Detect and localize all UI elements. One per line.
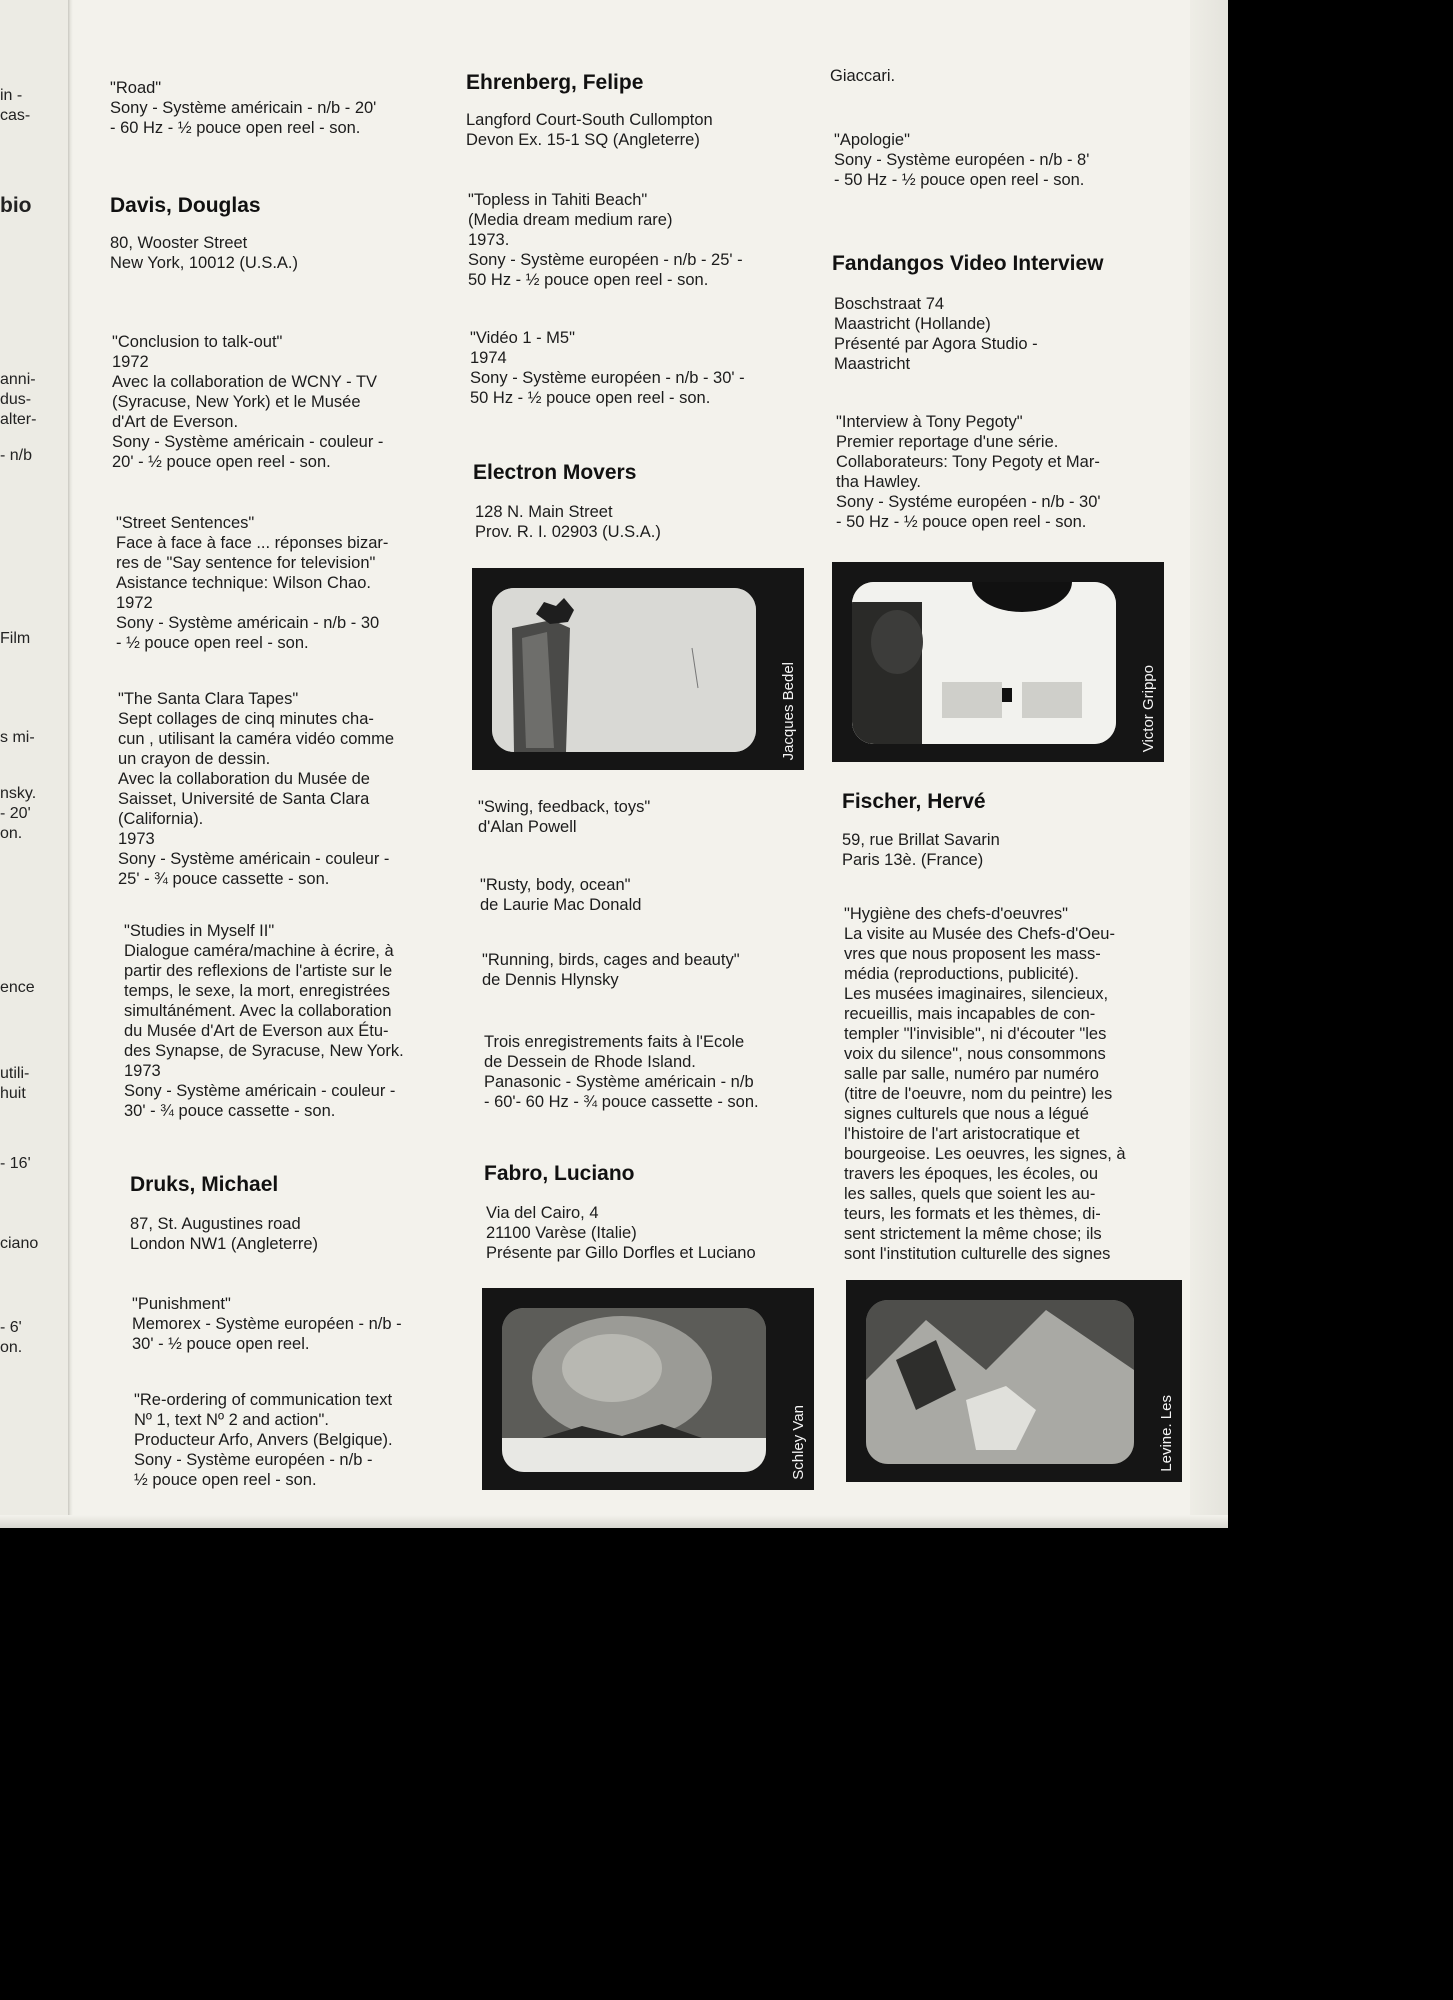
address-fischer: 59, rue Brillat Savarin Paris 13è. (France) <box>842 831 1000 869</box>
fragment-text: - n/b <box>0 447 33 464</box>
photo-jacques-bedel <box>472 568 804 770</box>
fragment-text: anni- <box>0 371 36 388</box>
face-image <box>502 1308 766 1472</box>
photo-credit-les-levine: Levine. Les <box>1158 1395 1175 1472</box>
fragment-text: dus- <box>0 391 32 408</box>
entry-apologie: "Apologie" Sony - Système européen - n/b - 8' - 50 Hz - ½ pouce open reel - son. <box>834 131 1090 189</box>
artist-title-fischer: Fischer, Hervé <box>842 790 986 813</box>
portrait-image <box>852 582 1116 744</box>
photo-les-levine <box>846 1280 1182 1482</box>
artist-title-davis: Davis, Douglas <box>110 194 261 217</box>
page-bottom-edge <box>0 1515 1228 1528</box>
address-druks: 87, St. Augustines road London NW1 (Angleterre) <box>130 1215 319 1253</box>
photo-credit-bedel: Jacques Bedel <box>780 661 797 760</box>
fragment-text: utili- <box>0 1065 30 1082</box>
entry-studies-in-myself: "Studies in Myself II" Dialogue caméra/machine à écrire, à partir des reflexions de l'artiste sur le temps, le sexe, la mort, enregistrées simultánément. Avec la collaboration du Musée d'Art de Everson aux Étu- des Synapse, de Syracuse, New York. 1973 Sony - Système américain - couleur - 30' - ¾ pouce cassette - son. <box>124 922 404 1120</box>
entry-road: "Road" Sony - Système américain - n/b - 20' - 60 Hz - ½ pouce open reel - son. <box>110 79 377 137</box>
entry-interview-tony-pegoty: "Interview à Tony Pegoty" Premier reportage d'une série. Collaborateurs: Tony Pegoty et Mar- tha Hawley. Sony - Systéme européen - n/b - 30' - 50 Hz - ½ pouce open reel - son. <box>836 413 1101 531</box>
fragment-text: huit <box>0 1085 26 1102</box>
fragment-text: - 16' <box>0 1155 31 1172</box>
fragment-text: alter- <box>0 411 37 428</box>
fragment-text: cas- <box>0 107 31 124</box>
fragment-text: - 6' <box>0 1319 22 1336</box>
fragment-text: s mi- <box>0 729 35 746</box>
photo-credit-grippo: Victor Grippo <box>1140 664 1157 752</box>
entry-rusty: "Rusty, body, ocean" de Laurie Mac Donald <box>480 876 642 914</box>
entry-topless: "Topless in Tahiti Beach" (Media dream medium rare) 1973. Sony - Système européen - n/b - 25' - 50 Hz - ½ pouce open reel - son. <box>468 191 743 289</box>
photo-van-schley <box>482 1288 814 1490</box>
text-giaccari: Giaccari. <box>830 67 896 85</box>
entry-video-1: "Vidéo 1 - M5" 1974 Sony - Système européen - n/b - 30' - 50 Hz - ½ pouce open reel - son. <box>470 329 745 407</box>
fragment-text: in - <box>0 87 23 104</box>
photo-victor-grippo <box>832 562 1164 762</box>
sculpture-image <box>492 588 756 752</box>
artist-title-electron-movers: Electron Movers <box>473 461 637 484</box>
address-fabro: Via del Cairo, 4 21100 Varèse (Italie) Présente par Gillo Dorfles et Luciano <box>486 1204 756 1262</box>
fragment-text: on. <box>0 1339 23 1356</box>
artist-title-fandangos: Fandangos Video Interview <box>832 252 1104 275</box>
fragment-text: ence <box>0 979 35 996</box>
address-electron-movers: 128 N. Main Street Prov. R. I. 02903 (U.S.A.) <box>475 503 661 541</box>
fragment-text: nsky. <box>0 785 37 802</box>
entry-hygiene: "Hygiène des chefs-d'oeuvres" La visite au Musée des Chefs-d'Oeu- vres que nous proposent les mass- média (reproductions, publicité). Les musées imaginaires, silencieux, recueillis, mais incapables de con- templer "l'invisible", ni d'écouter "les voix du silence", nous consommons salle par salle, numéro par numéro (titre de l'oeuvre, nom du peintre) les signes culturels que nous a légué l'histoire de l'art aristocratique et bourgeoise. Les oeuvres, les signes, à travers les époques, les écoles, ou les salles, quels que soient les au- teurs, les formats et les thèmes, di- sent strictement la même chose; ils sont l'institution culturelle des signes <box>844 905 1126 1263</box>
page-fold <box>68 0 73 1528</box>
fragment-text: ciano <box>0 1235 39 1252</box>
previous-page-edge <box>0 0 68 1528</box>
photo-credit-van-schley: Schley Van <box>790 1405 807 1480</box>
fragment-text: on. <box>0 825 23 842</box>
entry-running: "Running, birds, cages and beauty" de Dennis Hlynsky <box>482 951 740 989</box>
entry-street-sentences: "Street Sentences" Face à face à face ... réponses bizar- res de "Say sentence for television" Asistance technique: Wilson Chao. 1972 Sony - Système américain - n/b - 30 - ½ pouce open reel - son. <box>116 514 389 652</box>
artist-title-ehrenberg: Ehrenberg, Felipe <box>466 71 644 94</box>
artist-title-druks: Druks, Michael <box>130 1173 279 1196</box>
fragment-text: bio <box>0 196 32 216</box>
hands-image <box>866 1300 1134 1464</box>
artist-title-fabro: Fabro, Luciano <box>484 1162 635 1185</box>
page-right-edge <box>1190 0 1228 1528</box>
fragment-text: Film <box>0 630 31 647</box>
fragment-text: - 20' <box>0 805 31 822</box>
address-fandangos: Boschstraat 74 Maastricht (Hollande) Présenté par Agora Studio - Maastricht <box>834 295 1038 373</box>
address-davis: 80, Wooster Street New York, 10012 (U.S.A.) <box>110 234 299 272</box>
entry-trois-enregistrements: Trois enregistrements faits à l'Ecole de Dessein de Rhode Island. Panasonic - Système américain - n/b - 60'- 60 Hz - ¾ pouce cassette - son. <box>484 1033 759 1111</box>
entry-reordering: "Re-ordering of communication text Nº 1, text Nº 2 and action". Producteur Arfo, Anvers (Belgique). Sony - Système européen - n/b - ½ pouce open reel - son. <box>134 1391 393 1489</box>
entry-swing: "Swing, feedback, toys" d'Alan Powell <box>478 798 651 836</box>
entry-santa-clara: "The Santa Clara Tapes" Sept collages de cinq minutes cha- cun , utilisant la caméra vidéo comme un crayon de dessin. Avec la collaboration du Musée de Saisset, Université de Santa Clara (California). 1973 Sony - Système américain - couleur - 25' - ¾ pouce cassette - son. <box>118 690 395 888</box>
address-ehrenberg: Langford Court-South Cullompton Devon Ex. 15-1 SQ (Angleterre) <box>466 111 713 149</box>
entry-punishment: "Punishment" Memorex - Système européen - n/b - 30' - ½ pouce open reel. <box>132 1295 402 1353</box>
entry-conclusion: "Conclusion to talk-out" 1972 Avec la collaboration de WCNY - TV (Syracuse, New York) et le Musée d'Art de Everson. Sony - Système américain - couleur - 20' - ½ pouce open reel - son. <box>112 333 384 471</box>
